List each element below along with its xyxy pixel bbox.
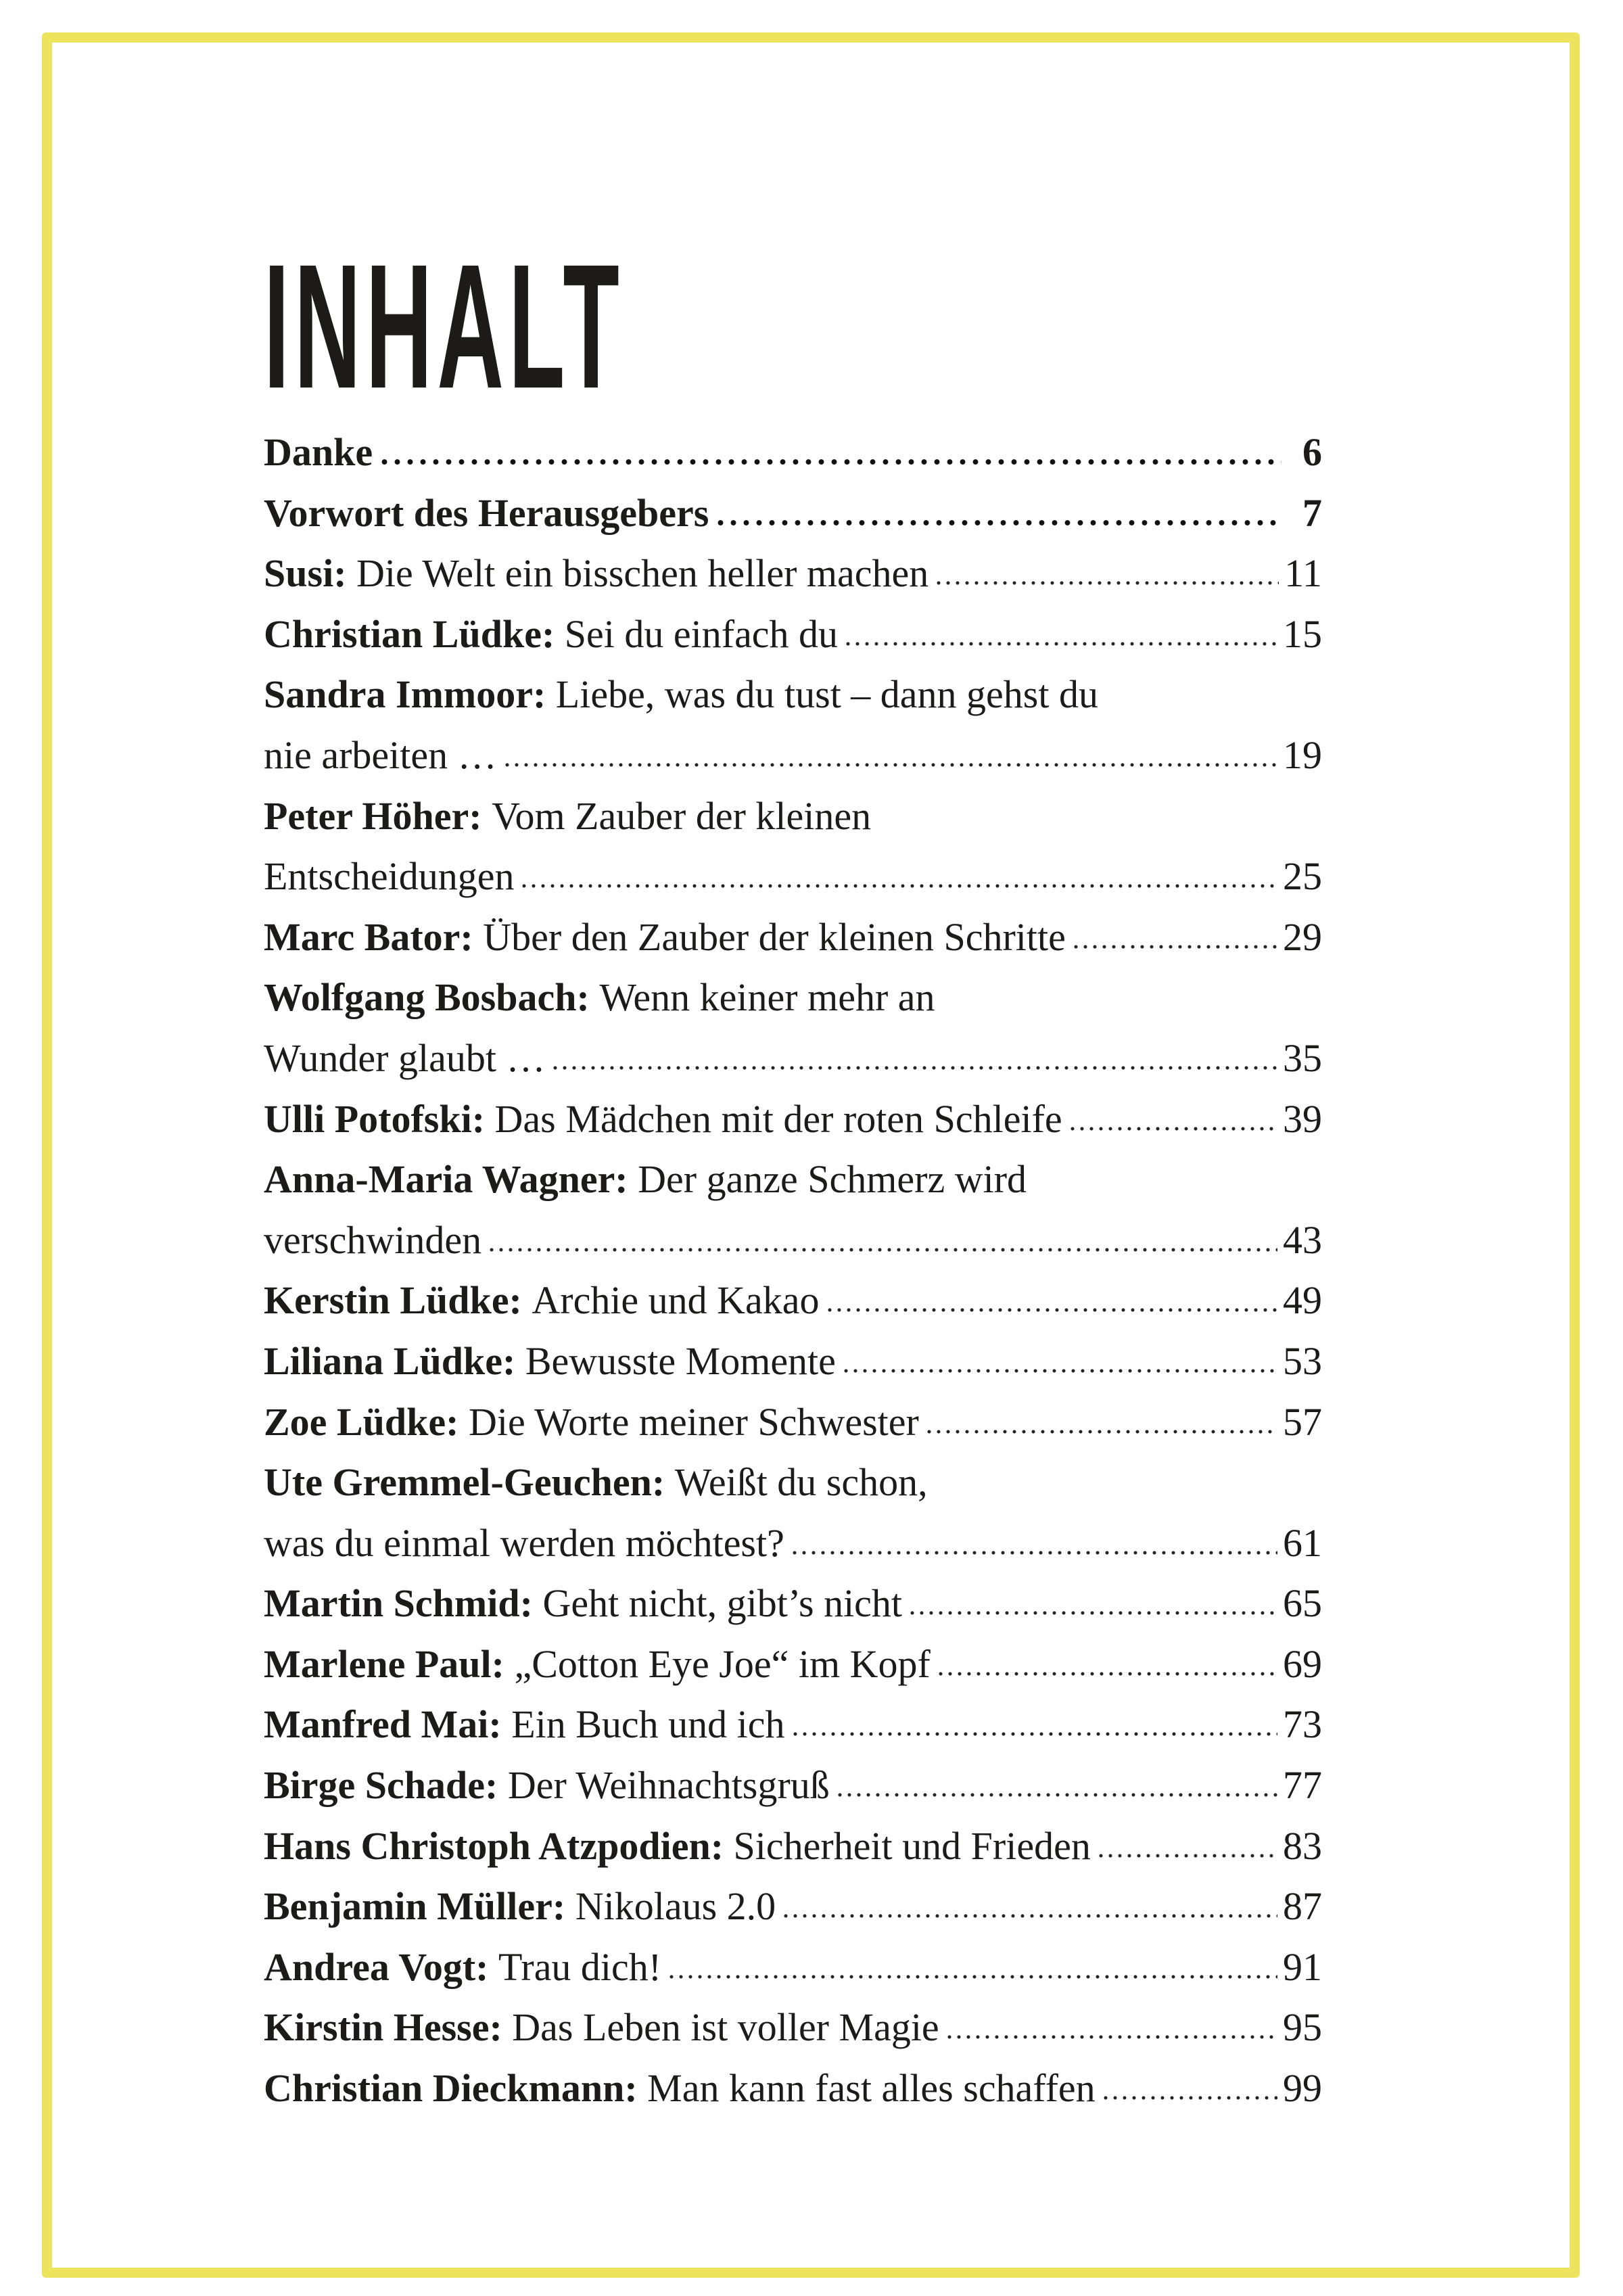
entry-title: Das Mädchen mit der roten Schleife	[494, 1096, 1062, 1141]
entry-title: Sei du einfach du	[564, 611, 839, 656]
entry-title: Die Welt ein bisschen heller machen	[356, 551, 929, 596]
entry-page-number: 49	[1283, 1278, 1322, 1323]
entry-author: Birge Schade:	[264, 1763, 498, 1808]
toc-entry[interactable]	[264, 1392, 1322, 1453]
entry-page-number: 73	[1283, 1702, 1322, 1747]
entry-page-number: 95	[1283, 2005, 1322, 2050]
entry-page-number: 69	[1283, 1641, 1322, 1686]
entry-title: Wenn keiner mehr an	[599, 975, 935, 1020]
entry-page-number: 25	[1283, 854, 1322, 899]
dot-leader	[835, 1791, 1277, 1798]
dot-leader	[781, 1913, 1277, 1919]
entry-page-number: 15	[1283, 611, 1322, 656]
entry-author: Ute Gremmel-Geuchen:	[264, 1460, 665, 1505]
dot-leader	[519, 883, 1277, 889]
entry-page-number: 91	[1283, 1944, 1322, 1989]
entry-title: „Cotton Eye Joe“ im Kopf	[514, 1641, 931, 1686]
dot-leader	[378, 459, 1281, 465]
toc-entry[interactable]	[264, 1997, 1322, 2058]
entry-page-number: 65	[1283, 1581, 1322, 1626]
entry-page-number: 35	[1283, 1035, 1322, 1080]
dot-leader	[1068, 1125, 1277, 1132]
toc-entry[interactable]	[264, 422, 1322, 483]
entry-title: Der Weihnachtsgruß	[507, 1763, 830, 1808]
entry-author: Hans Christoph Atzpodien:	[264, 1823, 724, 1868]
entry-title: Die Worte meiner Schwester	[468, 1399, 919, 1444]
entry-page-number: 43	[1283, 1217, 1322, 1262]
entry-title: Bewusste Momente	[525, 1338, 836, 1383]
entry-page-number: 19	[1283, 732, 1322, 777]
toc-entry[interactable]	[264, 2058, 1322, 2119]
entry-title: Trau dich!	[498, 1944, 662, 1989]
entry-page-number: 61	[1283, 1520, 1322, 1565]
entry-title-line2: was du einmal werden möchtest?	[264, 1520, 784, 1565]
entry-author: Sandra Immoor:	[264, 672, 546, 717]
entry-page-number: 11	[1284, 551, 1322, 596]
entry-title: Über den Zauber der kleinen Schritte	[483, 914, 1066, 959]
entry-author: Andrea Vogt:	[264, 1944, 489, 1989]
entry-author: Wolfgang Bosbach:	[264, 975, 590, 1020]
entry-title-line2: verschwinden	[264, 1217, 482, 1262]
dot-leader	[843, 640, 1277, 647]
toc-entry[interactable]	[264, 1331, 1322, 1392]
toc-entry[interactable]	[264, 1573, 1322, 1634]
dot-leader	[487, 1246, 1277, 1253]
entry-title: Vom Zauber der kleinen	[492, 793, 872, 838]
entry-author: Benjamin Müller:	[264, 1884, 566, 1929]
entry-page-number: 87	[1283, 1884, 1322, 1929]
toc-entry-continuation	[264, 725, 1322, 786]
toc-entry[interactable]	[264, 1755, 1322, 1816]
dot-leader	[667, 1973, 1277, 1980]
dot-leader	[1096, 1852, 1277, 1859]
entry-author: Kirstin Hesse:	[264, 2005, 502, 2050]
entry-title-line2: Entscheidungen	[264, 854, 515, 899]
toc-entry-continuation	[264, 846, 1322, 907]
entry-title-line2: Wunder glaubt …	[264, 1035, 546, 1080]
toc-entry-continuation	[264, 1028, 1322, 1089]
dot-leader	[945, 2034, 1277, 2040]
entry-page-number: 57	[1283, 1399, 1322, 1444]
toc-entry[interactable]	[264, 1452, 1322, 1513]
entry-title: Liebe, was du tust – dann gehst du	[555, 672, 1098, 717]
toc-entry[interactable]	[264, 1270, 1322, 1331]
dot-leader	[841, 1367, 1277, 1374]
entry-title: Nikolaus 2.0	[575, 1884, 776, 1929]
entry-page-number: 77	[1283, 1763, 1322, 1808]
entry-author: Liliana Lüdke:	[264, 1338, 516, 1383]
dot-leader	[714, 519, 1281, 526]
toc-entry[interactable]	[264, 1149, 1322, 1210]
entry-author: Peter Höher:	[264, 793, 482, 838]
entry-author: Ulli Potofski:	[264, 1096, 486, 1141]
entry-page-number: 6	[1302, 430, 1322, 474]
page-title: INHALT	[264, 227, 625, 425]
dot-leader	[936, 1670, 1277, 1677]
entry-title: Geht nicht, gibt’s nicht	[542, 1581, 903, 1626]
entry-title: Das Leben ist voller Magie	[512, 2005, 939, 2050]
entry-title: Ein Buch und ich	[511, 1702, 785, 1747]
dot-leader	[825, 1307, 1277, 1313]
entry-author: Vorwort des Herausgebers	[264, 490, 709, 535]
entry-author: Susi:	[264, 551, 347, 596]
entry-title: Sicherheit und Frieden	[733, 1823, 1091, 1868]
entry-author: Christian Lüdke:	[264, 611, 555, 656]
dot-leader	[934, 580, 1279, 586]
toc-entry-continuation	[264, 1210, 1322, 1271]
toc-entry[interactable]	[264, 664, 1322, 725]
dot-leader	[1101, 2094, 1277, 2101]
entry-author: Manfred Mai:	[264, 1702, 502, 1747]
entry-title: Archie und Kakao	[532, 1278, 820, 1323]
entry-page-number: 53	[1283, 1338, 1322, 1383]
dot-leader	[550, 1064, 1277, 1071]
toc-entry[interactable]	[264, 604, 1322, 665]
dot-leader	[791, 1731, 1277, 1737]
entry-title: Der ganze Schmerz wird	[638, 1157, 1027, 1202]
entry-author: Kerstin Lüdke:	[264, 1278, 522, 1323]
entry-author: Danke	[264, 430, 373, 474]
toc-entry[interactable]	[264, 1694, 1322, 1755]
toc-entry[interactable]	[264, 1816, 1322, 1877]
dot-leader	[908, 1610, 1277, 1616]
dot-leader	[790, 1549, 1277, 1556]
toc-entry[interactable]	[264, 907, 1322, 968]
entry-author: Marlene Paul:	[264, 1641, 504, 1686]
toc-entry[interactable]	[264, 1937, 1322, 1998]
dot-leader	[1071, 943, 1277, 950]
toc-entry[interactable]	[264, 967, 1322, 1028]
entry-author: Christian Dieckmann:	[264, 2066, 638, 2111]
entry-title: Man kann fast alles schaffen	[647, 2066, 1096, 2111]
toc-entry[interactable]	[264, 1876, 1322, 1937]
toc-entry[interactable]	[264, 1089, 1322, 1150]
entry-author: Marc Bator:	[264, 914, 473, 959]
entry-page-number: 39	[1283, 1096, 1322, 1141]
dot-leader	[924, 1428, 1277, 1435]
entry-author: Anna-Maria Wagner:	[264, 1157, 628, 1202]
toc-entry[interactable]	[264, 483, 1322, 544]
entry-author: Martin Schmid:	[264, 1581, 533, 1626]
toc-entry-continuation	[264, 1513, 1322, 1574]
entry-page-number: 7	[1302, 490, 1322, 535]
entry-title: Weißt du schon,	[674, 1460, 928, 1505]
entry-page-number: 29	[1283, 914, 1322, 959]
table-of-contents	[264, 422, 1322, 2119]
entry-title-line2: nie arbeiten …	[264, 732, 497, 777]
toc-entry[interactable]	[264, 1634, 1322, 1695]
dot-leader	[502, 762, 1277, 768]
entry-page-number: 99	[1283, 2066, 1322, 2111]
entry-page-number: 83	[1283, 1823, 1322, 1868]
toc-entry[interactable]	[264, 786, 1322, 847]
entry-author: Zoe Lüdke:	[264, 1399, 459, 1444]
toc-entry[interactable]	[264, 543, 1322, 604]
